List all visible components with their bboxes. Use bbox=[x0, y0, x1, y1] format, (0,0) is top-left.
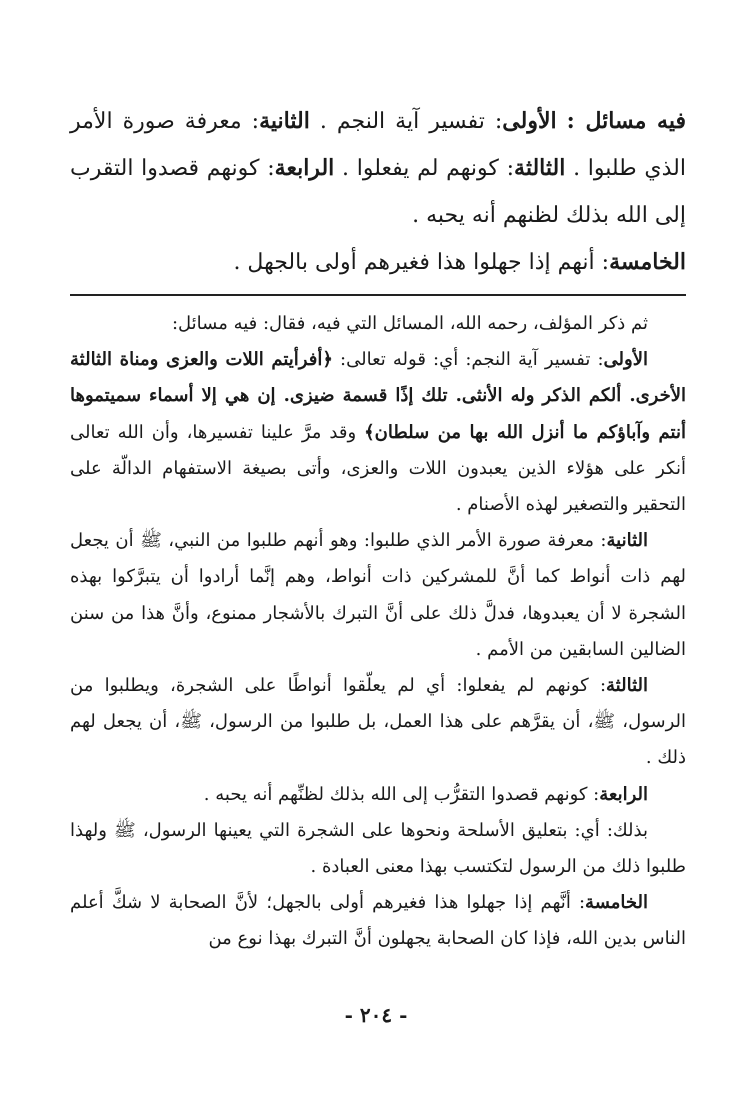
note-fifth bbox=[70, 885, 686, 957]
separator-line bbox=[70, 294, 686, 296]
keyword-fourth: الرابعة bbox=[274, 155, 335, 181]
text-second: : معرفة صورة الأمر الذي طلبوا . bbox=[70, 109, 687, 181]
note-third-text: : كونهم لم يفعلوا: أي لم يعلّقوا أنواطًا على الشجرة، ويطلبوا من الرسول، ﷺ، أن يقرَّهم على هذا العمل، بل طلبوا من الرسول، ﷺ، أن يجعل لهم ذلك . bbox=[70, 675, 686, 769]
note-first-text: : تفسير آية النجم: أي: قوله تعالى: bbox=[340, 349, 604, 371]
keyword-first: الأولى bbox=[502, 108, 557, 134]
main-paragraph-1 bbox=[70, 98, 686, 239]
text-first: : تفسير آية النجم . bbox=[319, 109, 503, 134]
note-first-keyword: الأولى bbox=[603, 349, 648, 371]
commentary bbox=[70, 306, 686, 958]
note-fourth-text: : كونهم قصدوا التقرُّب إلى الله بذلك لظنِّهم أنه يحبه . bbox=[203, 783, 600, 805]
note-third bbox=[70, 668, 686, 777]
text-third: : كونهم لم يفعلوا . bbox=[342, 156, 515, 181]
text-fourth: : كونهم قصدوا التقرب إلى الله بذلك لظنهم أنه يحبه . bbox=[70, 156, 686, 228]
text-fifth: : أنهم إذا جهلوا هذا فغيرهم أولى بالجهل . bbox=[233, 250, 610, 275]
note-third-keyword: الثالثة bbox=[606, 675, 648, 697]
keyword-fifth: الخامسة bbox=[609, 249, 686, 275]
note-fourth-keyword: الرابعة bbox=[599, 783, 648, 805]
note-first-text-2: وقد مرَّ علينا تفسيرها، وأن الله تعالى أنكر على هؤلاء الذين يعبدون اللات والعزى، وأتى بصيغة الاستفهام الدالّة على التحقير والتصغير لهذه الأصنام . bbox=[70, 421, 686, 516]
note-second-keyword: الثانية bbox=[606, 530, 648, 552]
main-text bbox=[70, 98, 686, 286]
note-first bbox=[70, 342, 686, 523]
quran-quote: ﴿أفرأيتم اللات والعزى ومناة الثالثة الأخرى. ألكم الذكر وله الأنثى. تلك إذًا قسمة ضيزى. إن هي إلا أسماء سميتموها أنتم وآباؤكم ما أنزل الله بها من سلطان﴾ bbox=[70, 349, 686, 443]
note-second-text: : معرفة صورة الأمر الذي طلبوا: وهو أنهم طلبوا من النبي، ﷺ أن يجعل لهم ذات أنواط كما أنَّ للمشركين ذات أنواط، وهم إنَّما أرادوا أن يتبرَّكوا بهذه الشجرة لا أن يعبدوها، فدلَّ ذلك على أنَّ التبرك بالأشجار ممنوع، وأنَّ هذا من سنن الضالين السابقين من الأمم . bbox=[70, 530, 686, 660]
keyword-second: الثانية bbox=[259, 108, 310, 134]
keyword-third: الثالثة bbox=[514, 155, 566, 181]
note-fifth-text: : أنَّهم إذا جهلوا هذا فغيرهم أولى بالجهل؛ لأنَّ الصحابة لا شكَّ أعلم الناس بدين الله، فإذا كان الصحابة يجهلون أنَّ التبرك بهذا نوع من bbox=[70, 892, 686, 950]
note-bidhalik: بذلك: أي: بتعليق الأسلحة ونحوها على الشجرة التي يعينها الرسول، ﷺ ولهذا طلبوا ذلك من الرسول لتكتسب بهذا معنى العبادة . bbox=[70, 819, 686, 878]
page-number: - ٢٠٤ - bbox=[344, 1003, 408, 1027]
note-intro: ثم ذكر المؤلف، رحمه الله، المسائل التي فيه، فقال: فيه مسائل: bbox=[171, 313, 648, 334]
note-fourth bbox=[70, 777, 686, 813]
heading-masail: فيه مسائل : bbox=[566, 108, 686, 134]
note-fifth-keyword: الخامسة bbox=[585, 892, 648, 914]
main-paragraph-2 bbox=[70, 239, 686, 286]
note-second bbox=[70, 523, 686, 668]
